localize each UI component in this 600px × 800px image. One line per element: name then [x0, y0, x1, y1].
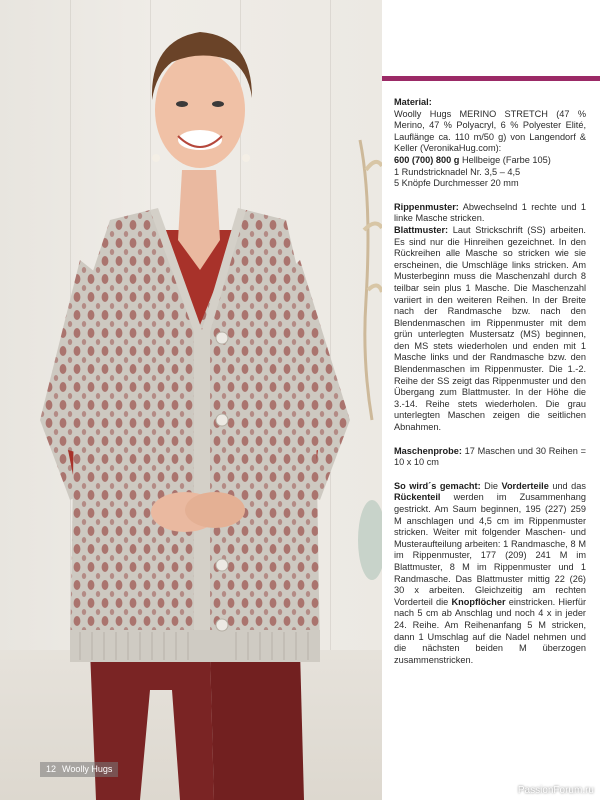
pattern-section [394, 202, 586, 434]
magazine-name: Woolly Hugs [62, 764, 113, 774]
watermark: PassionForum.ru [517, 785, 594, 796]
instructions-section [394, 481, 586, 667]
blatt-heading: Blattmuster: [394, 224, 449, 235]
sowird-bold-1: Vorderteile [501, 480, 549, 491]
sowird-heading: So wird´s gemacht: [394, 480, 481, 491]
material-section [394, 97, 586, 190]
material-needle: 1 Rundstricknadel Nr. 3,5 – 4,5 [394, 166, 521, 177]
material-color: Hellbeige (Farbe 105) [459, 154, 551, 165]
rippen-text: Abwechselnd 1 rechte und 1 linke Masche stricken. [394, 201, 586, 224]
sowird-text-4: einstricken. Hierfür nach 5 cm ab Anschlag und noch 4 x in jeder 24. Reihe. Am Reihenanfang 5 M stricken, dann 1 Umschlag auf die Nadel nehmen und die nächsten beiden M überzogen zusammenstricken. [394, 596, 586, 665]
material-amount: 600 (700) 800 g [394, 154, 460, 165]
pattern-instructions [394, 97, 586, 678]
rippen-heading: Rippenmuster: [394, 201, 459, 212]
sowird-text-1: Die [480, 480, 502, 491]
page-folio [40, 762, 118, 777]
probe-text: 17 Maschen und 30 Reihen = 10 x 10 cm [394, 445, 586, 468]
page-number: 12 [46, 764, 57, 774]
sowird-bold-2: Rückenteil [394, 492, 441, 503]
material-heading: Material: [394, 97, 432, 107]
blatt-text: Laut Strickschrift (SS) arbeiten. Es sind nur die Hinreihen gezeichnet. In den Rückreihen alle Masche so stricken wie sie erscheinen, die Umschläge links stricken. Am Musterbeginn muss die Maschenzahl durch 8 teilbar sein plus 1 Masche. Die Maschenzahl variiert in den weiteren Reihen. In der Breite nach der Randmasche bzw. nach den Blendenmaschen im Rippenmuster mit dem grün unterlegten Mustersatz (MS) beginnen, den MS stets wiederholen und enden mit 1 Masche links und der Randmasche bzw. den Blendenmaschen im Rippenmuster. Die 1.-2. Reihe der SS zeigt das Rippenmuster und den Übergang zum Blattmuster. In der Höhe die 3.-14. Reihe stets wiederholen. Die grau unterlegten Maschen zeigen die seitlichen Abnahmen. [394, 224, 586, 433]
gauge-section [394, 446, 586, 469]
material-description: Woolly Hugs MERINO STRETCH (47 % Merino, 47 % Polyacryl, 6 % Polyester Elité, Lauflänge ca. 110 m/50 g) von Langendorf & Keller (VeronikaHug.com): [394, 108, 586, 154]
sowird-text-2: und das [548, 480, 586, 491]
probe-heading: Maschenprobe: [394, 445, 462, 456]
accent-bar [382, 76, 600, 81]
sowird-bold-3: Knopflöcher [451, 596, 506, 607]
material-buttons: 5 Knöpfe Durchmesser 20 mm [394, 178, 519, 189]
sowird-text-3: werden im Zusammenhang gestrickt. Am Saum beginnen, 195 (227) 259 M anschlagen und 4,5 cm im Rippenmuster stricken. Weiter mit folgender Maschen- und Musteraufteilung arbeiten: 1 Randmasche, 8 M im Rippenmuster, 177 (209) 241 M im Blattmuster, 8 M im Rippenmuster und 1 Randmasche. Das Blattmuster mittig 22 (26) 30 x arbeiten. Gleichzeitig am rechten Vorderteil die [394, 492, 586, 607]
